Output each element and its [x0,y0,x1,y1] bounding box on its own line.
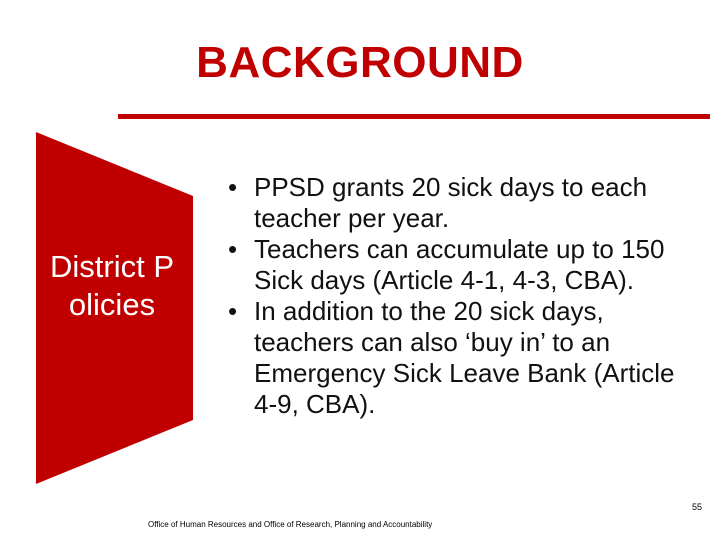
bullet-text: In addition to the 20 sick days, teachers can also ‘buy in’ to an Emergency Sick Leave Bank (Article 4-9, CBA). [254,296,675,419]
slide-title: BACKGROUND [196,38,524,87]
bullet-text: Teachers can accumulate up to 150 Sick days (Article 4-1, 4-3, CBA). [254,234,665,295]
page-number: 55 [691,502,702,512]
bullet-text: PPSD grants 20 sick days to each teacher per year. [254,172,648,233]
bullet-item [222,234,702,296]
bullet-dot-icon: • [228,296,238,326]
bullet-item [222,296,702,420]
section-label: District Policies [50,249,174,322]
bullet-dot-icon: • [228,172,238,202]
bullet-list [222,172,702,420]
footer-text: Office of Human Resources and Office of Research, Planning and Accountability [148,520,433,529]
bullet-item [222,172,702,234]
bullet-dot-icon: • [228,234,238,264]
